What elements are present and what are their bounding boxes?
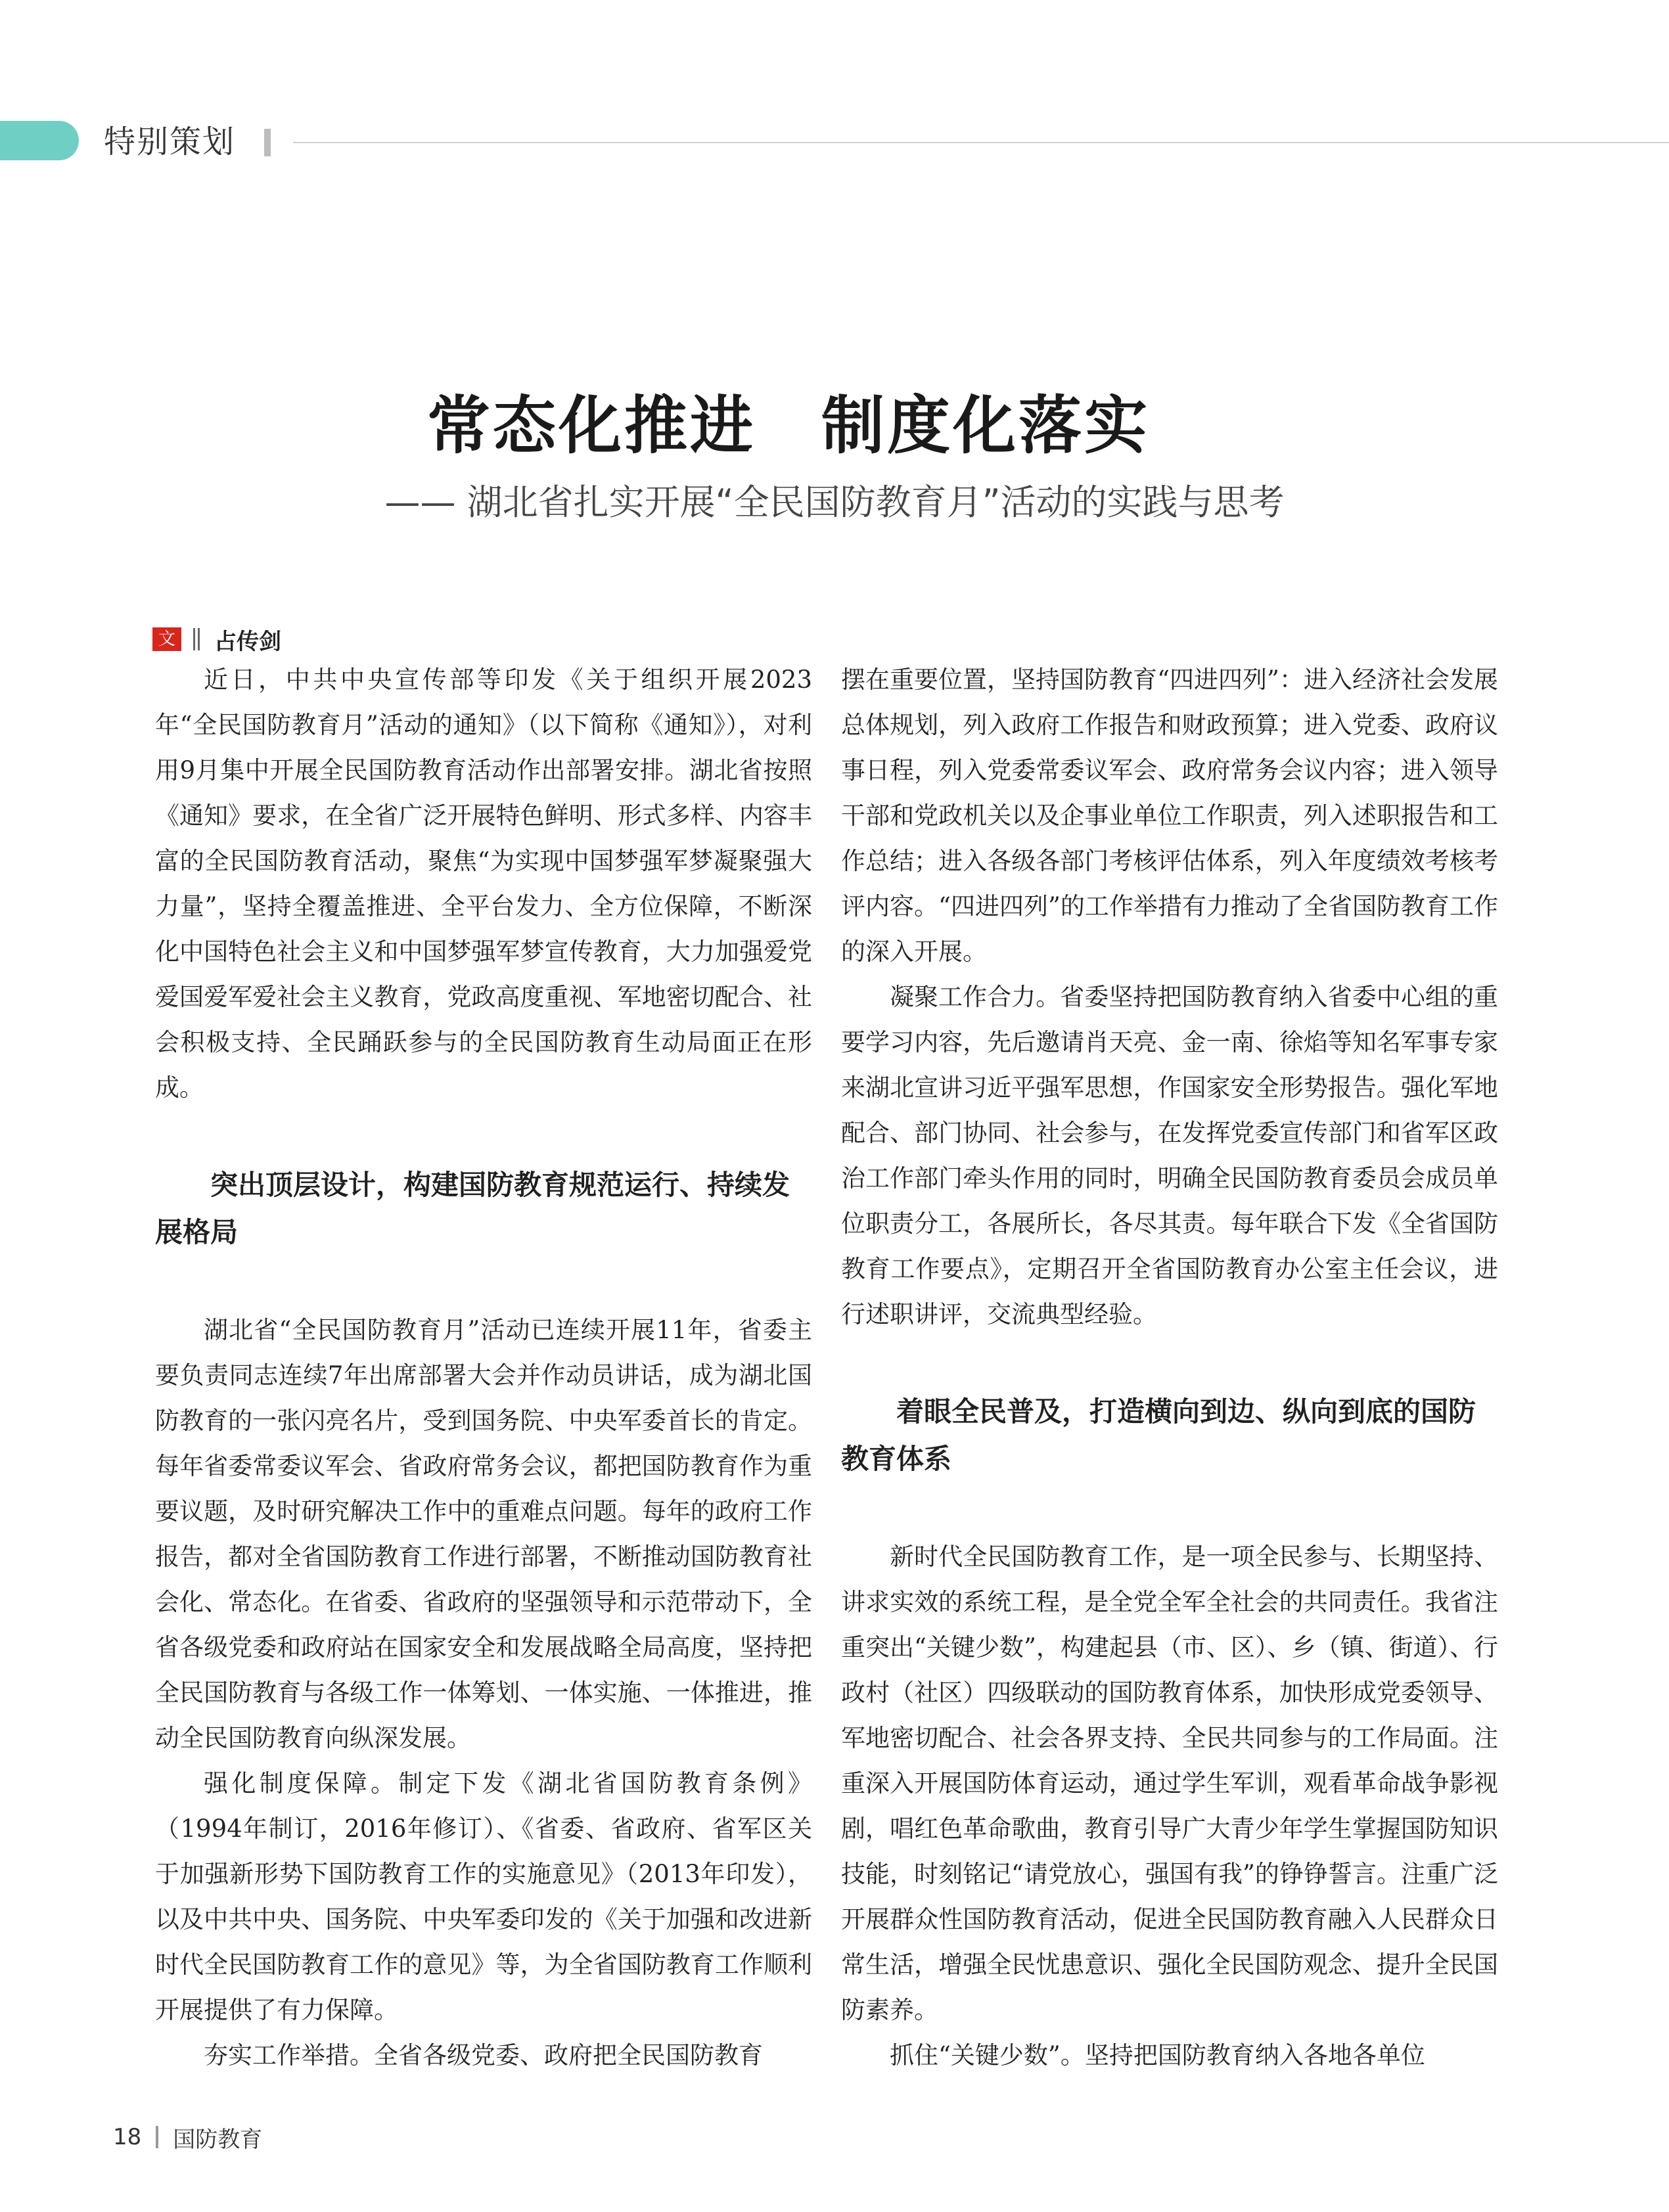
footer-divider <box>156 2126 158 2148</box>
body-paragraph: 强化制度保障。制定下发《湖北省国防教育条例》（1994年制订，2016年修订）、《省委、省政府、省军区关于加强新形势下国防教育工作的实施意见》（2013年印发），以及中共中央、国务院、中央军委印发的《关于加强和改进新时代全民国防教育工作的意见》等，为全省国防教育工作顺利开展提供了有力保障。 <box>155 1769 812 2024</box>
article-subtitle: —— 湖北省扎实开展“全民国防教育月”活动的实践与思考 <box>384 482 1285 523</box>
body-paragraph: 夯实工作举措。全省各级党委、政府把全民国防教育 <box>204 2041 763 2069</box>
body-paragraph: 抓住“关键少数”。坚持把国防教育纳入各地各单位 <box>890 2041 1425 2069</box>
magazine-name: 国防教育 <box>173 2126 263 2153</box>
section-tab-marker <box>0 121 79 160</box>
body-paragraph: 湖北省“全民国防教育月”活动已连续开展11年，省委主要负责同志连续7年出席部署大会并作动员讲话，成为湖北国防教育的一张闪亮名片，受到国务院、中央军委首长的肯定。每年省委常委议军会、省政府常务会议，都把国防教育作为重要议题，及时研究解决工作中的重难点问题。每年的政府工作报告，都对全省国防教育工作进行部署，不断推动国防教育社会化、常态化。在省委、省政府的坚强领导和示范带动下，全省各级党委和政府站在国家安全和发展战略全局高度，坚持把全民国防教育与各级工作一体筹划、一体实施、一体推进，推动全民国防教育向纵深发展。 <box>155 1316 812 1752</box>
left-column <box>155 657 812 2078</box>
body-paragraph: 摆在重要位置，坚持国防教育“四进四列”：进入经济社会发展总体规划，列入政府工作报告和财政预算；进入党委、政府议事日程，列入党委常委议军会、政府常务会议内容；进入领导干部和党政机关以及企事业单位工作职责，列入述职报告和工作总结；进入各级各部门考核评估体系，列入年度绩效考核考评内容。“四进四列”的工作举措有力推动了全省国防教育工作的深入开展。 <box>841 666 1498 966</box>
byline-mark: 文 <box>152 627 181 651</box>
page-footer <box>113 2121 262 2154</box>
body-paragraph: 近日，中共中央宣传部等印发《关于组织开展2023年“全民国防教育月”活动的通知》（以下简称《通知》），对利用9月集中开展全民国防教育活动作出部署安排。湖北省按照《通知》要求，在全省广泛开展特色鲜明、形式多样、内容丰富的全民国防教育活动，聚焦“为实现中国梦强军梦凝聚强大力量”，坚持全覆盖推进、全平台发力、全方位保障，不断深化中国特色社会主义和中国梦强军梦宣传教育，大力加强爱党爱国爱军爱社会主义教育，党政高度重视、军地密切配合、社会积极支持、全民踊跃参与的全民国防教育生动局面正在形成。 <box>155 666 812 1102</box>
section-heading: 着眼全民普及，打造横向到边、纵向到底的国防教育体系 <box>841 1395 1476 1475</box>
section-divider <box>264 129 271 156</box>
page-number: 18 <box>113 2124 142 2150</box>
section-heading: 突出顶层设计，构建国防教育规范运行、持续发展格局 <box>155 1169 790 1248</box>
author-name: 占传剑 <box>214 628 281 655</box>
header-rule <box>293 142 1669 143</box>
byline <box>152 624 281 654</box>
right-column <box>841 657 1498 2078</box>
section-label: 特别策划 <box>104 124 236 160</box>
body-paragraph: 新时代全民国防教育工作，是一项全民参与、长期坚持、讲求实效的系统工程，是全党全军全社会的共同责任。我省注重突出“关键少数”，构建起县（市、区）、乡（镇、街道）、行政村（社区）四级联动的国防教育体系，加快形成党委领导、军地密切配合、社会各界支持、全民共同参与的工作局面。注重深入开展国防体育运动，通过学生军训，观看革命战争影视剧，唱红色革命歌曲，教育引导广大青少年学生掌握国防知识技能，时刻铭记“请党放心，强国有我”的铮铮誓言。注重广泛开展群众性国防教育活动，促进全民国防教育融入人民群众日常生活，增强全民忧患意识、强化全民国防观念、提升全民国防素养。 <box>841 1543 1498 2024</box>
article-title: 常态化推进 制度化落实 <box>427 389 1150 463</box>
body-paragraph: 凝聚工作合力。省委坚持把国防教育纳入省委中心组的重要学习内容，先后邀请肖天亮、金一南、徐焰等知名军事专家来湖北宣讲习近平强军思想，作国家安全形势报告。强化军地配合、部门协同、社会参与，在发挥党委宣传部门和省军区政治工作部门牵头作用的同时，明确全民国防教育委员会成员单位职责分工，各展所长，各尽其责。每年联合下发《全省国防教育工作要点》，定期召开全省国防教育办公室主任会议，进行述职讲评，交流典型经验。 <box>841 983 1498 1328</box>
byline-divider <box>193 628 200 650</box>
